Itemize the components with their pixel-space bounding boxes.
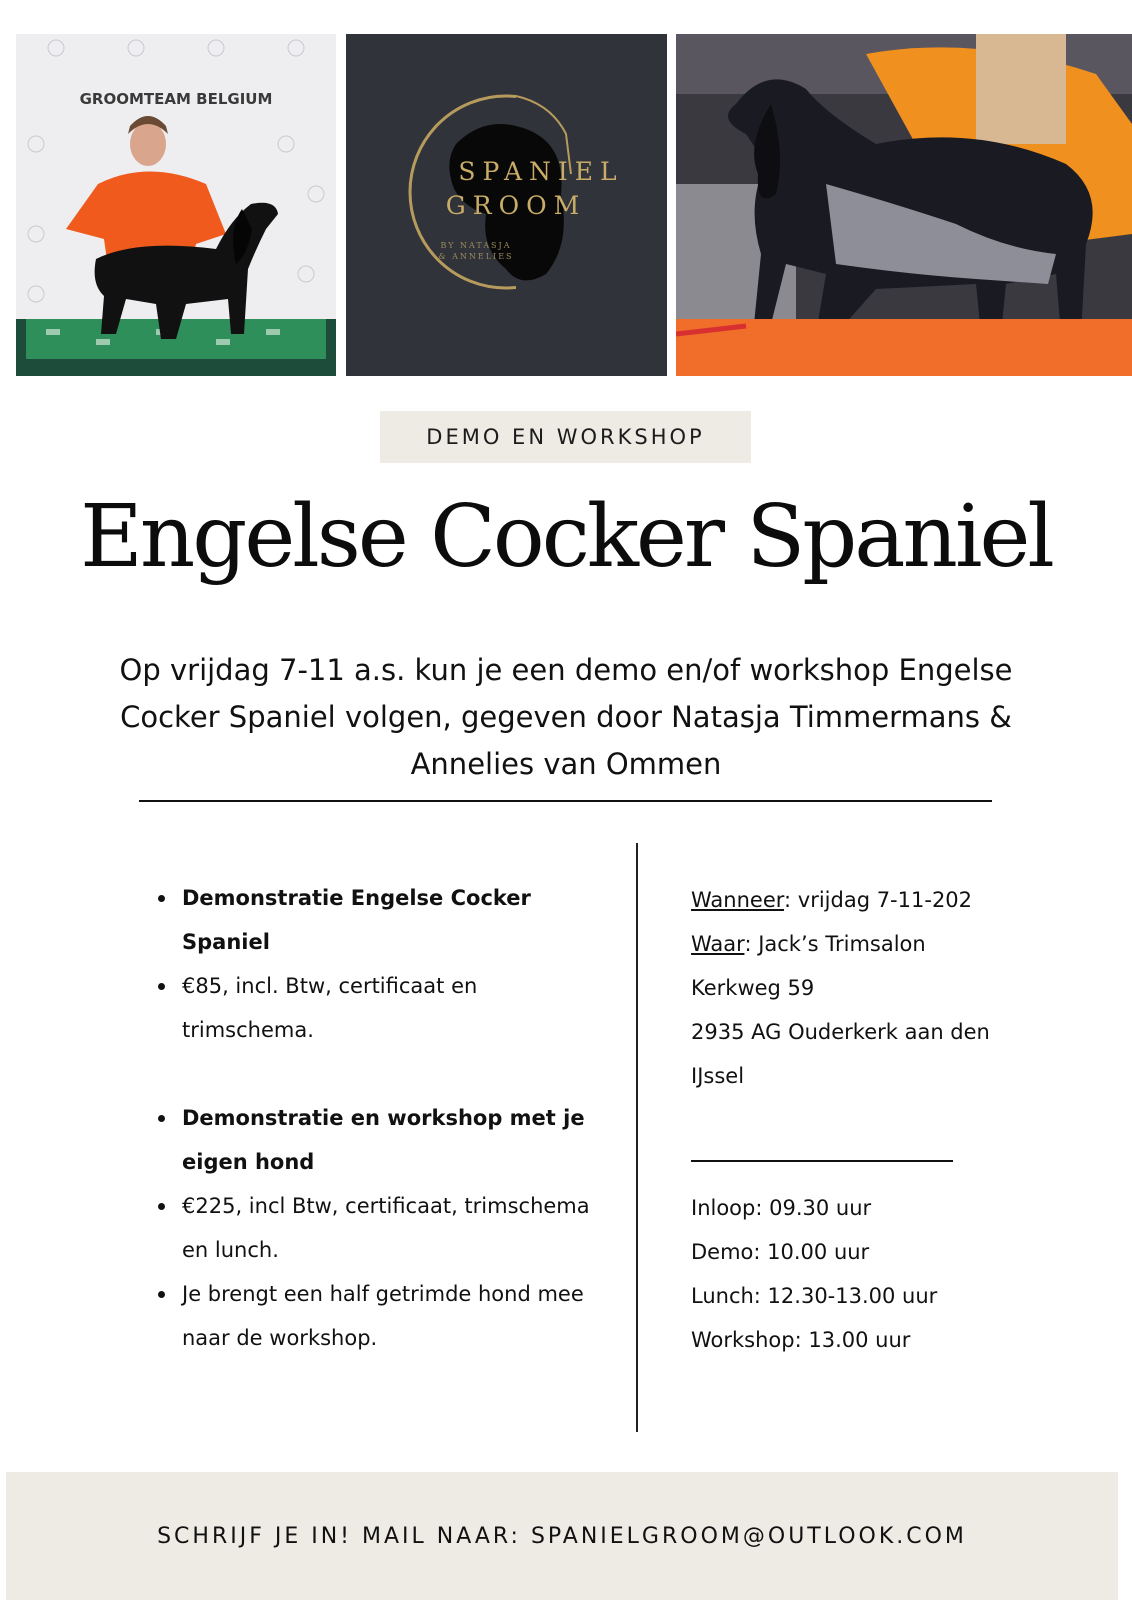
logo-line2: GROOM: [445, 191, 587, 220]
bullet-icon: [158, 1115, 165, 1122]
list-item: [150, 964, 590, 1052]
divider-vertical: [636, 843, 638, 1432]
signup-banner: SCHRIJF JE IN! MAIL NAAR: SPANIELGROOM@OUTLOOK.COM: [6, 1472, 1118, 1600]
address-line: 2935 AG Ouderkerk aan den: [691, 1020, 990, 1044]
offer-list: [150, 876, 590, 1360]
when-line: [691, 878, 1031, 922]
bullet-icon: [158, 1291, 165, 1298]
where-line: [691, 922, 1031, 966]
list-item: [150, 1272, 590, 1360]
bullet-icon: [158, 895, 165, 902]
logo-line1: SPANIEL: [458, 157, 624, 186]
banner-text: GROOMTEAM BELGIUM: [79, 90, 273, 108]
list-item-text: Demonstratie en workshop met je eigen hond: [182, 1106, 585, 1174]
list-item-text: €85, incl. Btw, certificaat en trimschema.: [182, 974, 478, 1042]
address-line: IJssel: [691, 1064, 745, 1088]
divider-horizontal: [139, 800, 992, 802]
list-item: [150, 1184, 590, 1272]
logo-byline1: BY NATASJA: [440, 241, 512, 250]
schedule: [691, 1186, 1031, 1362]
list-item-text: Demonstratie Engelse Cocker Spaniel: [182, 886, 531, 954]
where-value: : Jack’s Trimsalon: [744, 932, 926, 956]
page-title: Engelse Cocker Spaniel: [80, 487, 1052, 587]
bullet-icon: [158, 983, 165, 990]
divider-short: [691, 1160, 953, 1162]
where-label: Waar: [691, 932, 745, 956]
address-line: Kerkweg 59: [691, 976, 815, 1000]
schedule-item: Demo: 10.00 uur: [691, 1240, 870, 1264]
list-item: [150, 1096, 590, 1184]
schedule-item: Workshop: 13.00 uur: [691, 1328, 911, 1352]
schedule-item: Inloop: 09.30 uur: [691, 1196, 872, 1220]
intro-text: Op vrijdag 7-11 a.s. kun je een demo en/of workshop Engelse Cocker Spaniel volgen, gegeven door Natasja Timmermans & Annelies van Ommen: [119, 653, 1013, 781]
schedule-item: Lunch: 12.30-13.00 uur: [691, 1284, 938, 1308]
when-value: : vrijdag 7-11-202: [784, 888, 973, 912]
list-item-text: €225, incl Btw, certificaat, trimschema en lunch.: [182, 1194, 590, 1262]
photo-groomteam-belgium: [16, 34, 336, 376]
list-item-text: Je brengt een half getrimde hond mee naar de workshop.: [182, 1282, 584, 1350]
spaniel-groom-logo: [346, 34, 667, 376]
logo-byline2: & ANNELIES: [438, 252, 514, 261]
event-details: [691, 878, 1031, 1098]
bullet-icon: [158, 1203, 165, 1210]
event-tag: DEMO EN WORKSHOP: [380, 411, 751, 463]
list-item: [150, 876, 590, 964]
photo-blue-roan-cocker: [676, 34, 1132, 376]
when-label: Wanneer: [691, 888, 785, 912]
